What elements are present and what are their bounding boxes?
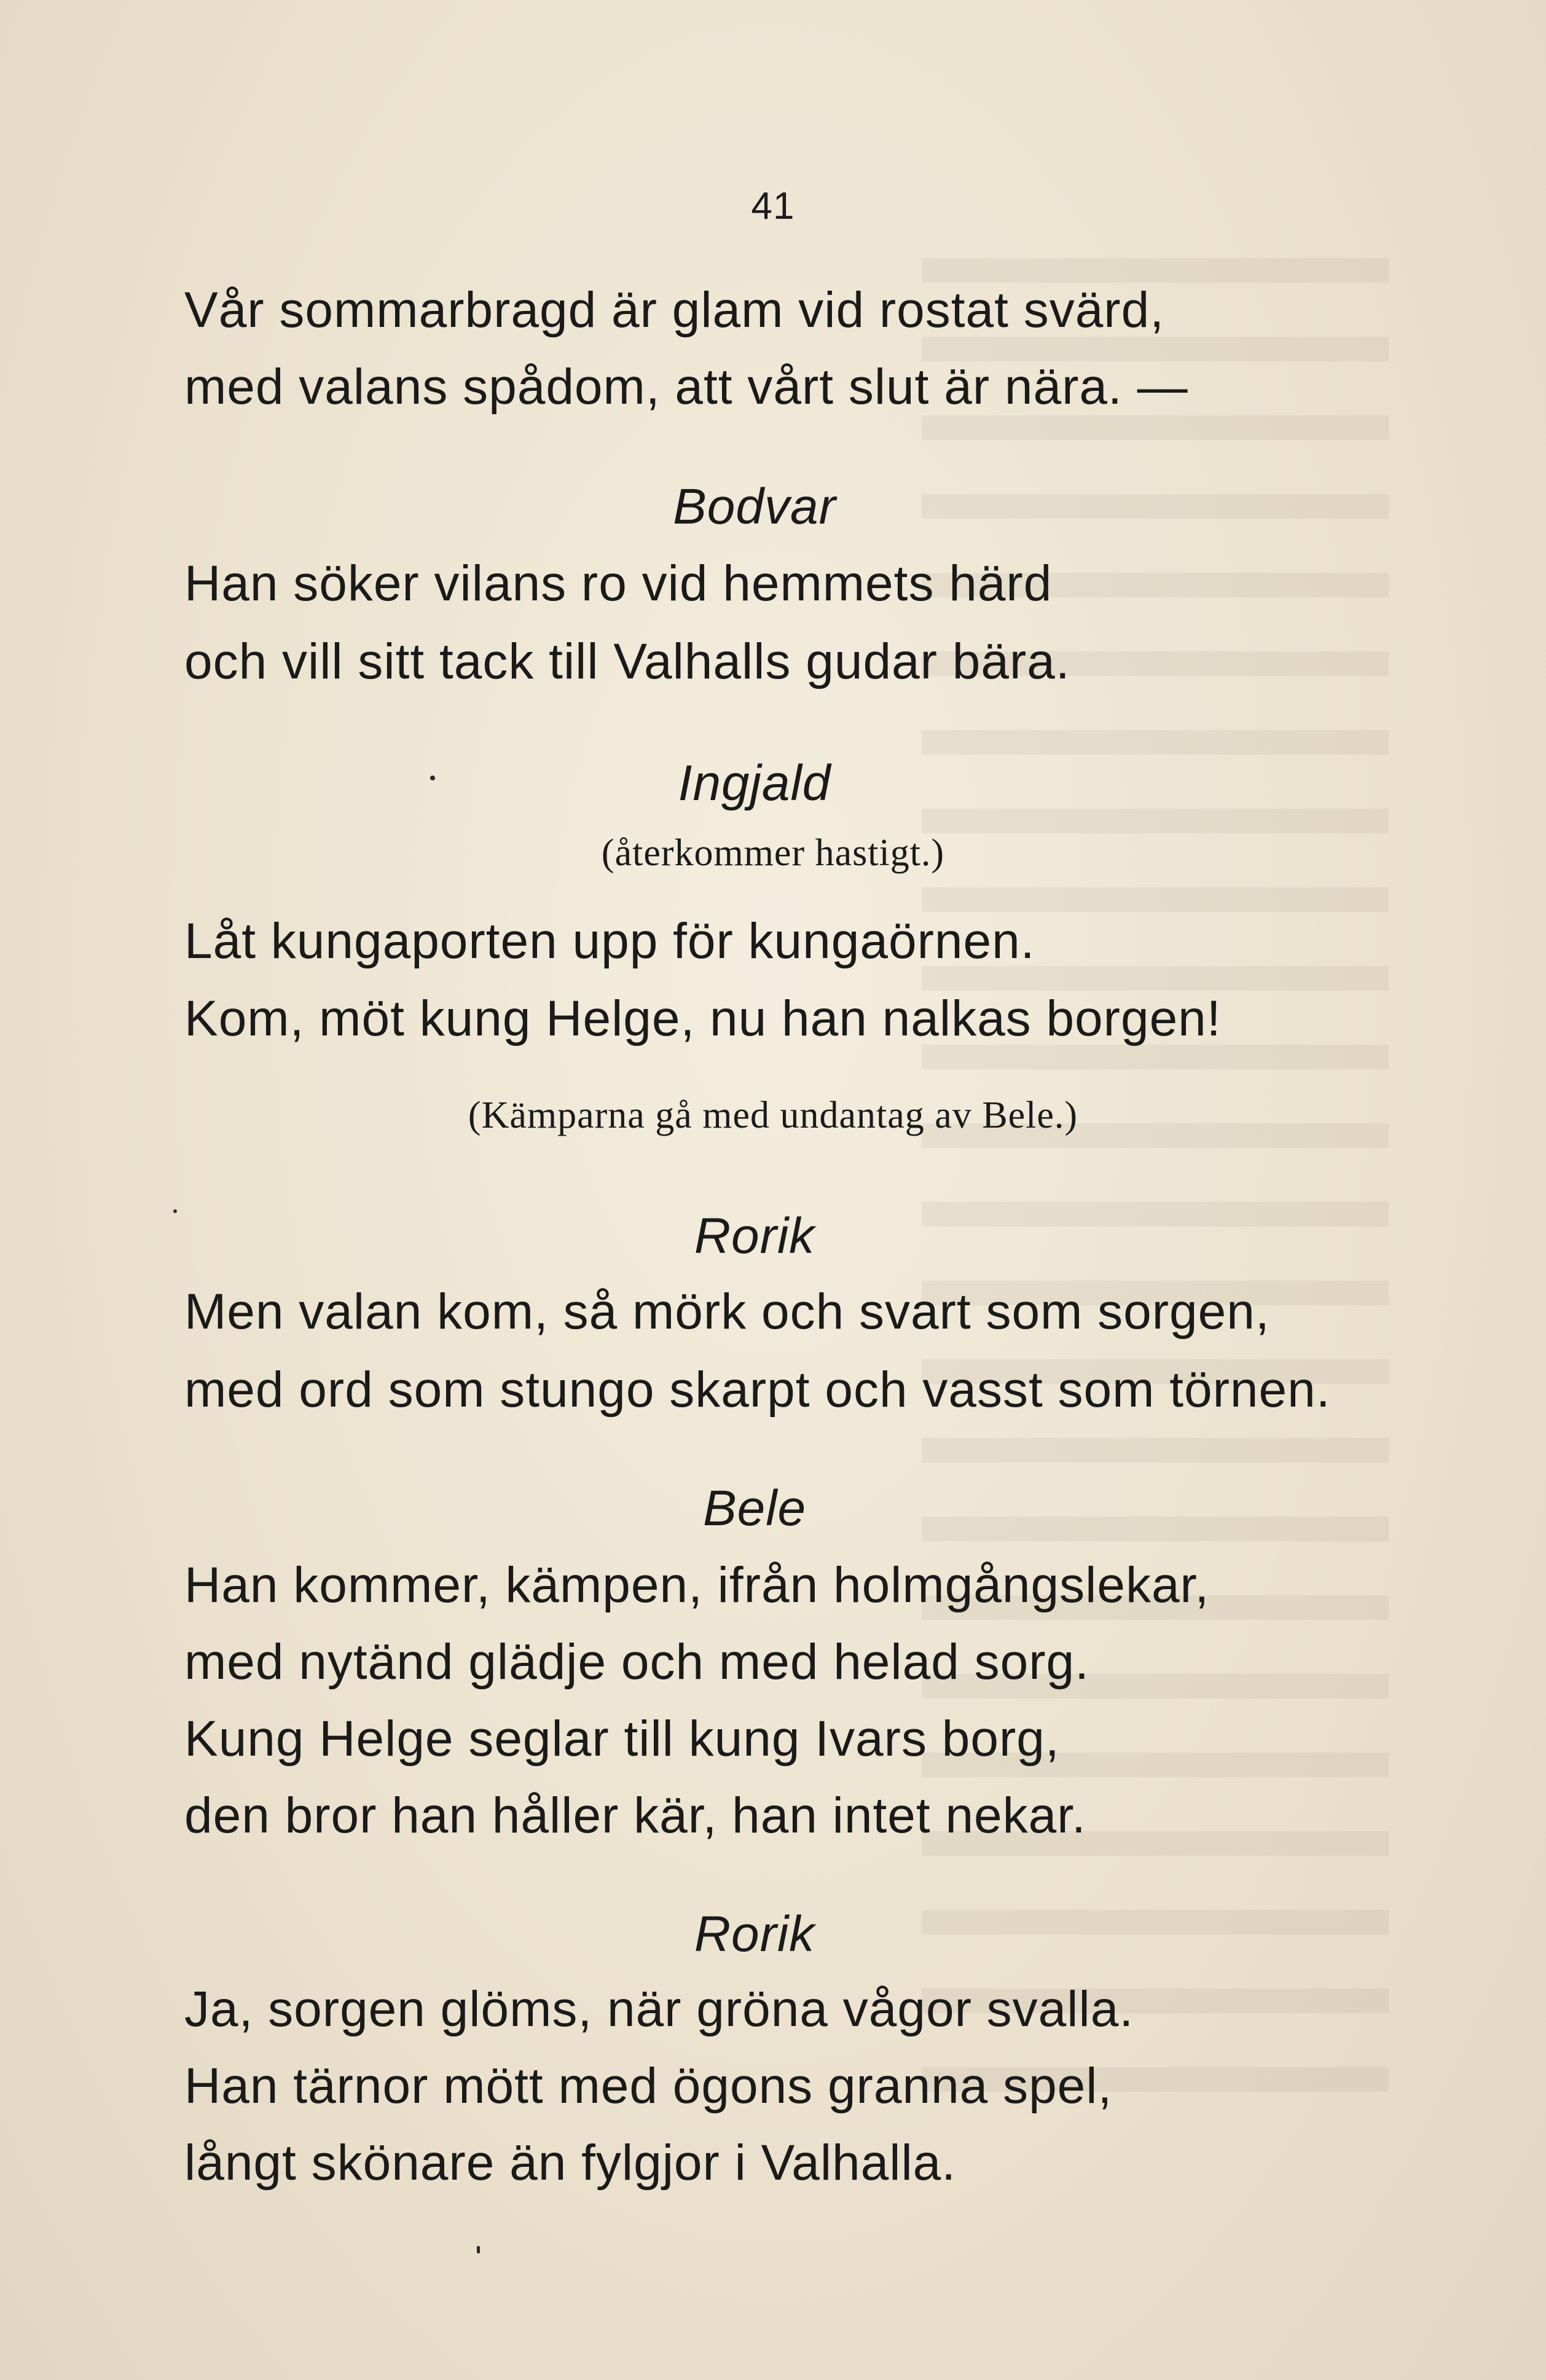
stage-direction: (återkommer hastigt.) xyxy=(601,832,945,874)
speaker-name: Bele xyxy=(702,1480,807,1536)
verse-line: och vill sitt tack till Valhalls gudar bära. xyxy=(184,634,1070,689)
verse-line: Låt kungaporten upp för kungaörnen. xyxy=(184,913,1035,969)
verse-line: Kung Helge seglar till kung Ivars borg, xyxy=(184,1711,1060,1767)
speaker-name: Ingjald xyxy=(678,755,831,811)
ink-speck xyxy=(173,1209,177,1213)
verse-line: Ja, sorgen glöms, när gröna vågor svalla. xyxy=(184,1981,1134,2037)
ink-speck xyxy=(477,2246,480,2253)
verse-line: långt skönare än fylgjor i Valhalla. xyxy=(184,2135,957,2191)
verse-line: med ord som stungo skarpt och vasst som törnen. xyxy=(184,1362,1331,1418)
speaker-name: Rorik xyxy=(694,1906,815,1962)
speaker-name: Bodvar xyxy=(673,479,836,535)
verse-line: Vår sommarbragd är glam vid rostat svärd, xyxy=(184,282,1164,338)
verse-line: Han kommer, kämpen, ifrån holmgångslekar, xyxy=(184,1557,1210,1613)
verse-line: Han tärnor mött med ögons granna spel, xyxy=(184,2058,1113,2114)
verse-line: med nytänd glädje och med helad sorg. xyxy=(184,1634,1089,1690)
verse-line: Kom, möt kung Helge, nu han nalkas borgen! xyxy=(184,991,1222,1047)
verse-line: Men valan kom, så mörk och svart som sorgen, xyxy=(184,1284,1270,1340)
page-number: 41 xyxy=(751,185,795,227)
stage-direction: (Kämparna gå med undantag av Bele.) xyxy=(468,1094,1078,1136)
speaker-name: Rorik xyxy=(694,1208,815,1264)
verse-line: Han söker vilans ro vid hemmets härd xyxy=(184,556,1053,611)
ink-speck xyxy=(430,776,435,780)
verse-line: med valans spådom, att vårt slut är nära. — xyxy=(184,359,1188,415)
verse-line: den bror han håller kär, han intet nekar. xyxy=(184,1788,1086,1844)
